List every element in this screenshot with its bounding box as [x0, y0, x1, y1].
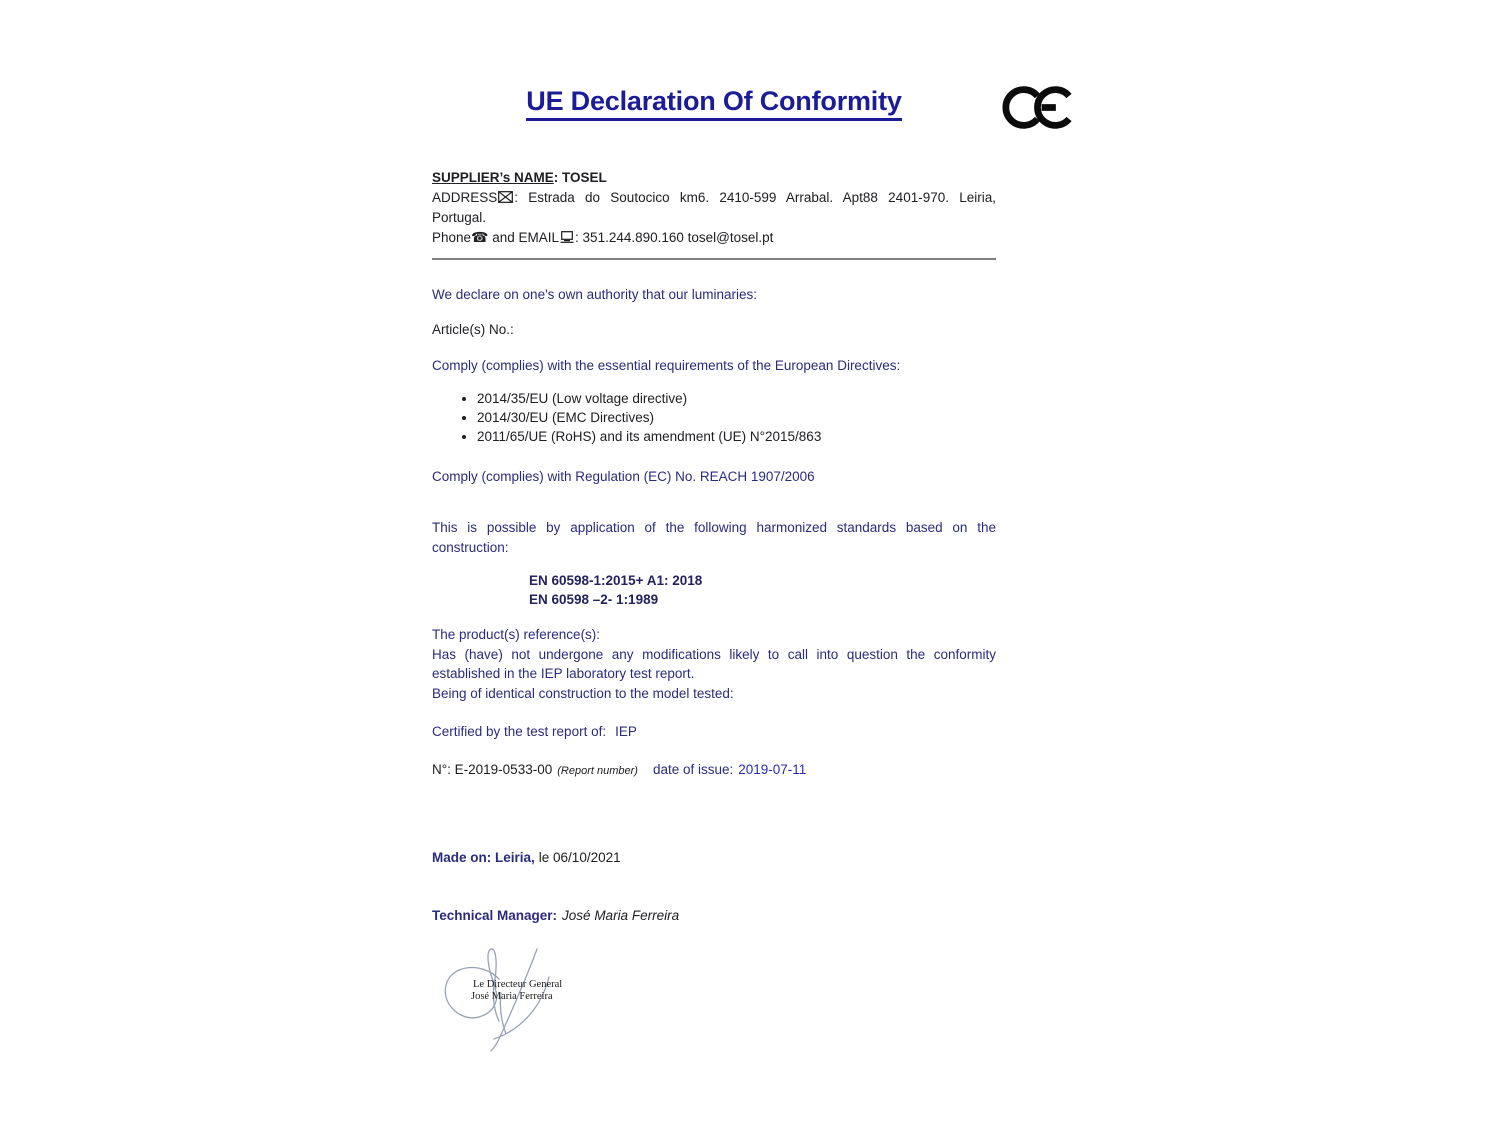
- technical-manager-line: [432, 906, 996, 926]
- envelope-icon: [498, 189, 513, 209]
- title-row: [432, 86, 996, 121]
- made-on-value: le 06/10/2021: [538, 850, 621, 865]
- articles-line: Article(s) No.:: [432, 322, 514, 337]
- issue-date-label: date of issue:: [652, 762, 734, 777]
- product-block: [432, 625, 996, 703]
- manager-value: José Maria Ferreira: [562, 908, 680, 923]
- signature-name: José Maria Ferreira: [471, 991, 553, 1002]
- directive-item: • 2014/35/EU (Low voltage directive): [477, 389, 1041, 408]
- identical-line: Being of identical construction to the model tested:: [432, 685, 734, 701]
- ce-mark-icon: [1002, 83, 1074, 137]
- harmonized-line2: construction:: [432, 539, 509, 555]
- address-label: ADDRESS: [432, 189, 498, 205]
- manager-label: Technical Manager:: [432, 908, 558, 923]
- directive-item: • 2011/65/UE (RoHS) and its amendment (UE) N°2015/863: [477, 427, 1041, 446]
- declaration-line: We declare on one's own authority that our luminaries:: [432, 287, 758, 302]
- directive-item: • 2014/30/EU (EMC Directives): [477, 408, 1041, 427]
- phone-label: Phone: [432, 229, 472, 245]
- report-number: N°: E-2019-0533-00: [432, 762, 553, 777]
- signature-title: Le Directeur General: [473, 979, 563, 990]
- address-line: [432, 188, 996, 209]
- address-line2: Portugal.: [432, 210, 487, 225]
- standard-line: EN 60598 –2- 1:1989: [529, 591, 659, 607]
- page-title: UE Declaration Of Conformity: [526, 86, 901, 121]
- harmonized-line1: This is possible by application of the following harmonized standards based on the: [432, 520, 996, 535]
- signature-block: [441, 943, 621, 1088]
- computer-icon: [560, 229, 574, 249]
- standards-block: [529, 572, 702, 609]
- standard-line: EN 60598-1:2015+ A1: 2018: [529, 573, 703, 588]
- signature-strokes-icon: [441, 943, 621, 1088]
- modifications-line2: established in the IEP laboratory test report.: [432, 666, 695, 681]
- product-reference-line: The product(s) reference(s):: [432, 627, 601, 642]
- supplier-block: [432, 168, 996, 248]
- certified-line: [432, 722, 996, 742]
- harmonized-intro: [432, 518, 996, 557]
- report-number-note: (Report number): [557, 765, 638, 777]
- report-number-line: [432, 760, 996, 782]
- divider-rule: [432, 258, 996, 260]
- email-label: and EMAIL: [488, 229, 560, 245]
- certified-label: Certified by the test report of:: [432, 724, 607, 739]
- comply-directives-line: Comply (complies) with the essential requirements of the European Directives:: [432, 358, 901, 373]
- issue-date-value: 2019-07-11: [738, 762, 807, 777]
- comply-reach-line: Comply (complies) with Regulation (EC) No. REACH 1907/2006: [432, 469, 815, 484]
- made-on-line: [432, 848, 996, 868]
- supplier-name-value: : TOSEL: [553, 170, 607, 185]
- directives-list: [432, 389, 1041, 446]
- certified-value: IEP: [615, 724, 637, 739]
- address-text: : Estrada do Soutocico km6. 2410-599 Arrabal. Apt88 2401-970. Leiria,: [514, 189, 996, 205]
- phone-icon: ☎: [471, 229, 489, 246]
- contact-value: : 351.244.890.160 tosel@tosel.pt: [575, 229, 774, 245]
- supplier-name-label: SUPPLIER’s NAME: [432, 170, 554, 185]
- modifications-line1: Has (have) not undergone any modifications likely to call into question the conformity: [432, 646, 996, 662]
- made-on-label: Made on: Leiria,: [432, 850, 535, 865]
- supplier-name-line: [432, 168, 996, 188]
- phone-email-line: [432, 228, 996, 249]
